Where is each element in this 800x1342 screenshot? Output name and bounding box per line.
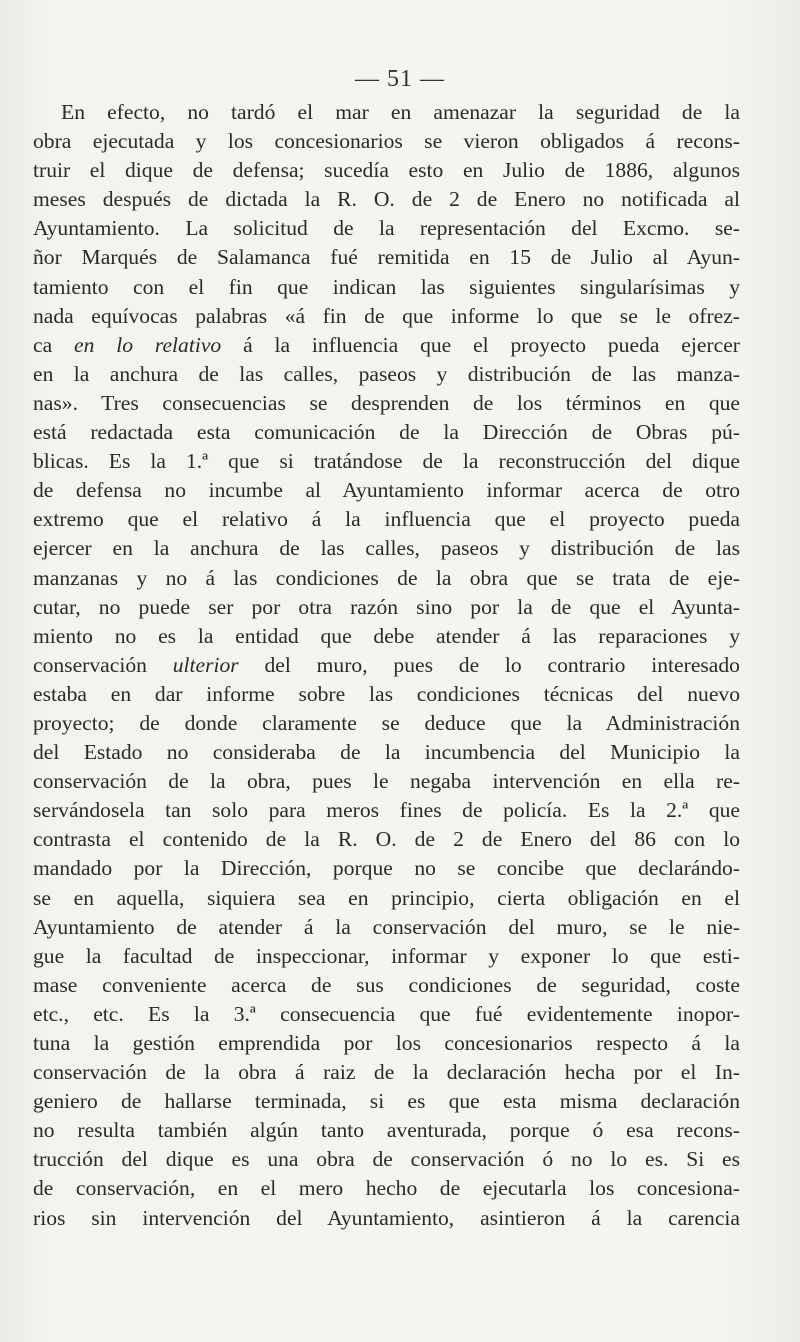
text-line: [33, 389, 740, 418]
text-line: [33, 243, 740, 272]
text-line: [33, 185, 740, 214]
text-line: [33, 447, 740, 476]
text-segment: nas». Tres consecuencias se desprenden de los términos en que: [33, 390, 740, 415]
text-segment: está redactada esta comunicación de la Dirección de Obras pú-: [33, 420, 740, 445]
text-segment: estaba en dar informe sobre las condiciones técnicas del nuevo: [33, 681, 740, 706]
text-segment: meses después de dictada la R. O. de 2 de Enero no notificada al: [33, 187, 740, 212]
text-line: [33, 1029, 740, 1058]
text-segment: geniero de hallarse terminada, si es que esta misma declaración: [33, 1089, 740, 1114]
text-line: [33, 1087, 740, 1116]
text-segment: etc., etc. Es la 3.ª consecuencia que fué evidentemente inopor-: [33, 1001, 740, 1026]
text-line: [33, 680, 740, 709]
text-line: [33, 1204, 740, 1233]
text-line: [33, 302, 740, 331]
text-segment: nada equívocas palabras «á fin de que informe lo que se le ofrez-: [33, 303, 740, 328]
text-segment: del Estado no consideraba de la incumbencia del Municipio la: [33, 740, 740, 765]
text-line: [33, 738, 740, 767]
text-line: [33, 331, 740, 360]
text-segment: servándosela tan solo para meros fines de policía. Es la 2.ª que: [33, 798, 740, 823]
text-line: [33, 1058, 740, 1087]
text-segment: ejercer en la anchura de las calles, paseos y distribución de las: [33, 536, 740, 561]
text-segment: blicas. Es la 1.ª que si tratándose de la reconstrucción del dique: [33, 449, 740, 474]
text-line: [33, 273, 740, 302]
text-line: [33, 593, 740, 622]
text-segment: conservación de la obra á raiz de la declaración hecha por el In-: [33, 1060, 740, 1085]
text-segment: Ayuntamiento. La solicitud de la representación del Excmo. se-: [33, 216, 740, 241]
text-line: [33, 1116, 740, 1145]
text-segment: obra ejecutada y los concesionarios se vieron obligados á recons-: [33, 129, 740, 154]
text-line: [33, 127, 740, 156]
text-segment: conservación de la obra, pues le negaba intervención en ella re-: [33, 769, 740, 794]
text-line: [33, 913, 740, 942]
text-line: [33, 564, 740, 593]
italic-text-segment: en lo relativo: [74, 332, 222, 357]
text-segment: ñor Marqués de Salamanca fué remitida en 15 de Julio al Ayun-: [33, 245, 740, 270]
text-segment: del muro, pues de lo contrario interesado: [238, 652, 740, 677]
text-segment: rios sin intervención del Ayuntamiento, asintieron á la carencia: [33, 1205, 740, 1230]
text-segment: conservación: [33, 652, 173, 677]
text-segment: mandado por la Dirección, porque no se concibe que declarándo-: [33, 856, 740, 881]
text-line: [33, 825, 740, 854]
italic-text-segment: ulterior: [172, 652, 239, 677]
text-segment: extremo que el relativo á la influencia que el proyecto pueda: [33, 507, 740, 532]
text-line: [33, 709, 740, 738]
text-line: [33, 796, 740, 825]
text-line: [33, 360, 740, 389]
text-segment: en la anchura de las calles, paseos y distribución de las manza-: [33, 361, 740, 386]
text-line: [33, 1145, 740, 1174]
text-line: [33, 1174, 740, 1203]
text-line: [33, 156, 740, 185]
text-segment: miento no es la entidad que debe atender á las reparaciones y: [33, 623, 740, 648]
text-line: [33, 1000, 740, 1029]
text-line: [33, 476, 740, 505]
text-line: [33, 98, 740, 127]
text-segment: á la influencia que el proyecto pueda ejercer: [221, 332, 740, 357]
text-line: [33, 534, 740, 563]
text-segment: tuna la gestión emprendida por los concesionarios respecto á la: [33, 1031, 740, 1055]
text-segment: proyecto; de donde claramente se deduce que la Administración: [33, 710, 740, 735]
text-segment: de conservación, en el mero hecho de ejecutarla los concesiona-: [33, 1176, 740, 1201]
text-segment: ca: [33, 332, 75, 357]
text-line: [33, 651, 740, 680]
text-line: [33, 505, 740, 534]
text-line: [33, 971, 740, 1000]
text-segment: trucción del dique es una obra de conservación ó no lo es. Si es: [33, 1147, 740, 1172]
text-segment: En efecto, no tardó el mar en amenazar la seguridad de la: [61, 100, 740, 124]
text-line: [33, 214, 740, 243]
text-segment: gue la facultad de inspeccionar, informar y exponer lo que esti-: [33, 943, 740, 968]
text-line: [33, 767, 740, 796]
text-segment: no resulta también algún tanto aventurada, porque ó esa recons-: [33, 1118, 740, 1143]
text-segment: se en aquella, siquiera sea en principio, cierta obligación en el: [33, 885, 740, 910]
text-segment: contrasta el contenido de la R. O. de 2 de Enero del 86 con lo: [33, 827, 740, 852]
text-segment: de defensa no incumbe al Ayuntamiento informar acerca de otro: [33, 478, 740, 503]
text-segment: manzanas y no á las condiciones de la obra que se trata de eje-: [33, 565, 740, 590]
text-segment: truir el dique de defensa; sucedía esto en Julio de 1886, algunos: [33, 158, 740, 183]
text-line: [33, 622, 740, 651]
text-line: [33, 418, 740, 447]
page-number: — 51 —: [355, 66, 445, 92]
text-segment: Ayuntamiento de atender á la conservación del muro, se le nie-: [33, 914, 740, 939]
body-text: [33, 98, 740, 1233]
text-line: [33, 884, 740, 913]
text-line: [33, 942, 740, 971]
text-segment: cutar, no puede ser por otra razón sino por la de que el Ayunta-: [33, 594, 740, 619]
text-segment: tamiento con el fin que indican las siguientes singularísimas y: [33, 274, 740, 299]
text-segment: mase conveniente acerca de sus condiciones de seguridad, coste: [33, 972, 740, 997]
text-line: [33, 854, 740, 883]
